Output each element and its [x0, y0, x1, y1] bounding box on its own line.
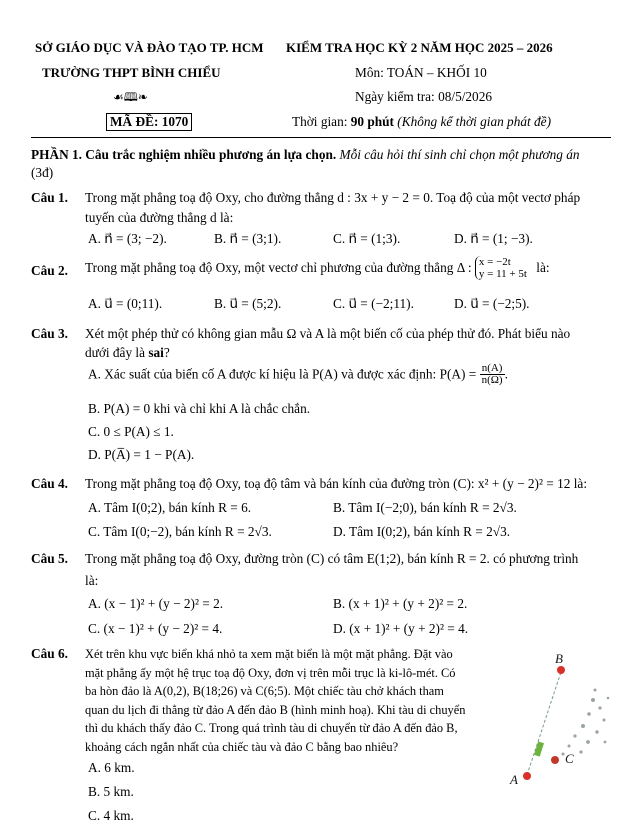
q6-figure [505, 650, 625, 790]
q3-option-a-fraction [480, 363, 505, 386]
q2-system-eq2: y = 11 + 5t [478, 268, 527, 280]
q3-line2-bold: sai [148, 345, 164, 360]
q6-option-c[interactable]: C. 4 km. [88, 808, 134, 823]
q3-option-a[interactable] [88, 363, 508, 386]
label-c: C [565, 751, 574, 766]
department-name: SỞ GIÁO DỤC VÀ ĐÀO TẠO TP. HCM [35, 40, 264, 55]
island-a-marker [523, 772, 531, 780]
scattered-islets [562, 689, 610, 756]
q2-line-system [475, 256, 527, 280]
q3-option-b[interactable]: B. P(A) = 0 khi và chỉ khi A là chắc chắn. [88, 401, 311, 416]
question-5-line1: Trong mặt phẳng toạ độ Oxy, đường tròn (C) có tâm E(1;2), bán kính R = 2. có phương trình [85, 551, 579, 566]
q6-line: khoảng cách ngắn nhất của chiếc tàu và đảo C bằng bao nhiêu? [85, 739, 399, 754]
subject-label: Môn: TOÁN – KHỐI 10 [355, 65, 487, 80]
q3-line2-suffix: ? [163, 345, 170, 360]
q2-text-after: là: [536, 260, 550, 275]
q5-option-b[interactable]: B. (x + 1)² + (y + 2)² = 2. [333, 596, 468, 611]
q3-line2-prefix: dưới đây là [85, 345, 149, 360]
q2-text-before: Trong mặt phẳng toạ độ Oxy, một vectơ chỉ phương của đường thẳng Δ : [85, 260, 472, 275]
q4-option-d[interactable]: D. Tâm I(0;2), bán kính R = 2√3. [333, 524, 511, 539]
question-1-line1: Trong mặt phẳng toạ độ Oxy, cho đường thẳng d : 3x + y − 2 = 0. Toạ độ của một vectơ pháp [85, 190, 581, 205]
q4-option-b[interactable]: B. Tâm I(−2;0), bán kính R = 2√3. [333, 500, 517, 515]
part1-heading [31, 147, 580, 163]
question-4-number: Câu 4. [31, 476, 68, 491]
q5-option-a[interactable]: A. (x − 1)² + (y − 2)² = 2. [88, 596, 224, 611]
part1-instruction: Mỗi câu hỏi thí sinh chỉ chọn một phương án [339, 147, 580, 162]
q6-option-a[interactable]: A. 6 km. [88, 760, 135, 775]
question-1-number: Câu 1. [31, 190, 68, 205]
ornament-icon: ☙🕮❧ [113, 90, 148, 104]
q3-option-d[interactable]: D. P(A̅) = 1 − P(A). [88, 447, 195, 462]
q6-option-b[interactable]: B. 5 km. [88, 784, 134, 799]
q5-option-d[interactable]: D. (x + 1)² + (y + 2)² = 4. [333, 621, 469, 636]
q3-option-a-suffix: . [504, 366, 508, 382]
q1-option-b[interactable]: B. n⃗ = (3;1). [214, 231, 282, 246]
q2-option-a[interactable]: A. u⃗ = (0;11). [88, 296, 163, 311]
question-3-line1: Xét một phép thử có không gian mẫu Ω và A là một biến cố của phép thử đó. Phát biểu nào [85, 326, 571, 341]
q6-line: mặt phẳng ấy một hệ trục toạ độ Oxy, đơn vị trên mỗi trục là ki-lô-mét. Có [85, 665, 456, 680]
question-4-line1: Trong mặt phẳng toạ độ Oxy, toạ độ tâm và bán kính của đường tròn (C): x² + (y − 2)² = 12 là: [85, 476, 588, 491]
exam-code-box: MÃ ĐỀ: 1070 [106, 113, 192, 131]
fraction-denominator: n(Ω) [481, 374, 503, 386]
q1-option-c[interactable]: C. n⃗ = (1;3). [333, 231, 401, 246]
header-divider [31, 137, 611, 138]
q6-line: Xét trên khu vực biển khá nhỏ ta xem mặt biển là một mặt phẳng. Đặt vào [85, 647, 453, 661]
q5-option-c[interactable]: C. (x − 1)² + (y − 2)² = 4. [88, 621, 223, 636]
label-b: B [555, 651, 563, 666]
question-2-number: Câu 2. [31, 263, 68, 278]
island-c-marker [551, 756, 559, 764]
school-name: TRƯỜNG THPT BÌNH CHIỂU [42, 65, 221, 80]
q3-option-a-text: A. Xác suất của biến cố A được kí hiệu là P(A) và được xác định: P(A) = [88, 366, 477, 382]
q4-option-a[interactable]: A. Tâm I(0;2), bán kính R = 6. [88, 500, 252, 515]
time-note: (Không kể thời gian phát đề) [397, 114, 552, 129]
question-3-number: Câu 3. [31, 326, 68, 341]
part1-title: PHẦN 1. Câu trắc nghiệm nhiều phương án lựa chọn. [31, 147, 337, 162]
question-3-line2 [85, 345, 170, 361]
question-2-text [85, 256, 550, 280]
q6-line: thì du khách thấy đảo C. Trong quá trình tàu di chuyển từ đảo A đến đảo B, [85, 721, 458, 735]
exam-date: Ngày kiểm tra: 08/5/2026 [355, 89, 493, 104]
q1-option-a[interactable]: A. n⃗ = (3; −2). [88, 231, 167, 246]
q3-option-c[interactable]: C. 0 ≤ P(A) ≤ 1. [88, 424, 174, 439]
exam-title: KIỂM TRA HỌC KỲ 2 NĂM HỌC 2025 – 2026 [286, 40, 553, 55]
q2-option-d[interactable]: D. u⃗ = (−2;5). [454, 296, 530, 311]
question-6-text [85, 645, 505, 756]
q6-line: ba hòn đảo là A(0,2), B(18;26) và C(6;5). Một chiếc tàu chở khách tham [85, 684, 444, 698]
question-6-number: Câu 6. [31, 646, 68, 661]
part1-points: (3đ) [31, 165, 54, 180]
time-label: Thời gian: [292, 114, 351, 129]
q6-line: quan du lịch đi thẳng từ đảo A đến đảo B (hình minh hoạ). Khi tàu di chuyển [85, 702, 466, 717]
q4-option-c[interactable]: C. Tâm I(0;−2), bán kính R = 2√3. [88, 524, 272, 539]
question-1-line2: tuyến của đường thẳng d là: [85, 210, 234, 225]
island-b-marker [557, 666, 565, 674]
question-5-number: Câu 5. [31, 551, 68, 566]
question-5-line2: là: [85, 573, 99, 588]
q2-system-eq1: x = −2t [478, 256, 511, 268]
exam-time [292, 114, 551, 130]
time-value: 90 phút [350, 114, 394, 129]
q2-option-b[interactable]: B. u⃗ = (5;2). [214, 296, 282, 311]
label-a: A [510, 772, 518, 787]
q2-option-c[interactable]: C. u⃗ = (−2;11). [333, 296, 414, 311]
q1-option-d[interactable]: D. n⃗ = (1; −3). [454, 231, 533, 246]
fraction-numerator: n(A) [480, 363, 505, 375]
